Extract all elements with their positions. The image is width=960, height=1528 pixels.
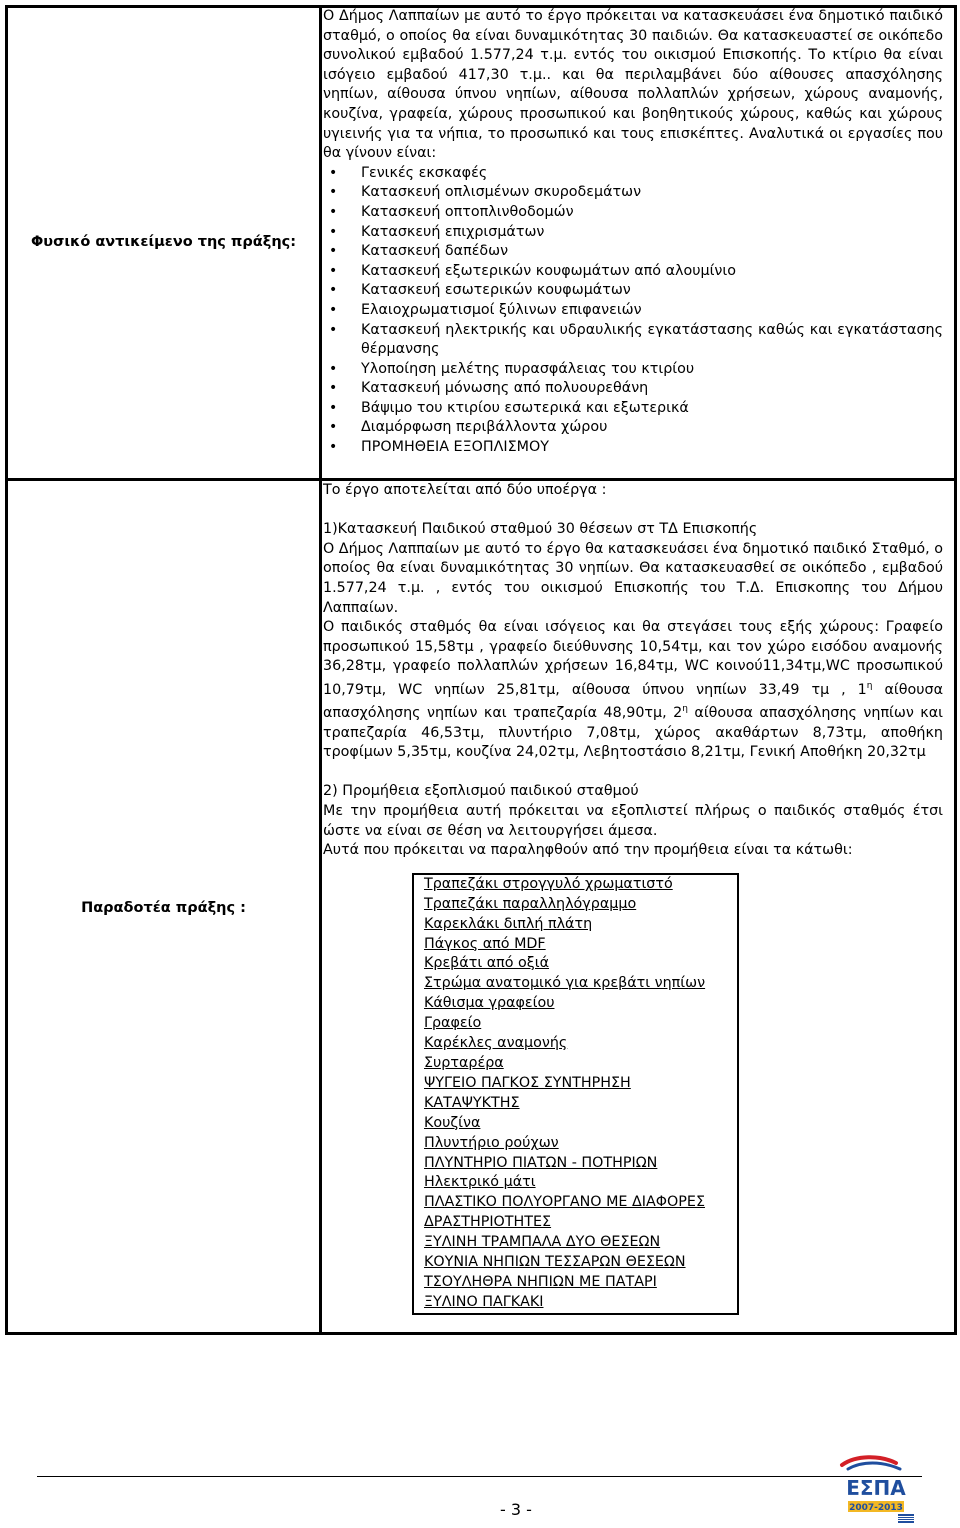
footer-divider: [37, 1476, 922, 1477]
bullet-icon: •: [329, 419, 338, 436]
subproject-2-list-intro: Αυτά που πρόκειται να παραληφθούν από την προμήθεια είναι τα κάτωθι:: [323, 842, 853, 859]
equipment-row: [413, 935, 738, 955]
equipment-row: [413, 1074, 738, 1094]
work-item: • Διαμόρφωση περιβάλλοντα χώρου: [323, 418, 943, 438]
espa-logo: [836, 1453, 916, 1523]
svg-text:ΕΣΠΑ: ΕΣΠΑ: [846, 1476, 906, 1500]
equipment-row: [413, 874, 738, 895]
equipment-row: [413, 1134, 738, 1154]
equipment-item: ΤΣΟΥΛΗΘΡΑ ΝΗΠΙΩΝ ΜΕ ΠΑΤΑΡΙ: [413, 1273, 738, 1293]
equipment-item: ΚΑΤΑΨΥΚΤΗΣ: [413, 1094, 738, 1114]
works-list: [323, 164, 943, 458]
deliverables-label: Παραδοτέα πράξης :: [81, 900, 246, 916]
subproject-2-title: 2) Προμήθεια εξοπλισμού παιδικού σταθμού: [323, 783, 639, 800]
work-item: • Κατασκευή εξωτερικών κουφωμάτων από αλουμίνιο: [323, 262, 943, 282]
bullet-icon: •: [329, 439, 338, 456]
equipment-row: [413, 1094, 738, 1114]
work-item: • Κατασκευή εσωτερικών κουφωμάτων: [323, 281, 943, 301]
equipment-row: [413, 1293, 738, 1314]
equipment-item: Γραφείο: [413, 1014, 738, 1034]
work-item: • Κατασκευή μόνωσης από πολυουρεθάνη: [323, 379, 943, 399]
bullet-icon: •: [329, 301, 338, 318]
bullet-icon: •: [329, 262, 338, 279]
equipment-row: [413, 1154, 738, 1174]
subproject-1-spaces: Ο παιδικός σταθμός θα είναι ισόγειος και θα στεγάσει τους εξής χώρους: Γραφείο προσωπικού 15,58τμ , γραφείο διεύθυνσης 10,54τμ, και τον χώρο εισόδου αναμονής 36,28τμ, γραφείο πολλαπλών χρήσεων 16,84τμ, WC κοινού11,34τμ,WC προσωπικού 10,79τμ, WC νηπίων 25,81τμ, αίθουσα ύπνου νηπίων 33,49 τμ , $1^\eta$ αίθουσα απασχόλησης νηπίων και τραπεζαρία 48,90τμ, $2^\eta$ αίθουσα απασχόλησης νηπίων και τραπεζαρία 46,53τμ, πλυντήριο 7,08τμ, χώρος ακαθάρτων 8,73τμ, αποθήκη τροφίμων 5,35τμ, κουζίνα 24,02τμ, Λεβητοστάσιο 8,21τμ, Γενική Αποθήκη 20,32τμ: [323, 619, 944, 761]
bullet-icon: •: [329, 203, 338, 220]
physical-object-label: Φυσικό αντικείμενο της πράξης:: [30, 234, 297, 250]
work-item: • Κατασκευή δαπέδων: [323, 242, 943, 262]
bullet-icon: •: [329, 243, 338, 260]
bullet-icon: •: [329, 380, 338, 397]
bullet-icon: •: [329, 164, 338, 181]
equipment-row: [413, 954, 738, 974]
deliverables-cell: [323, 481, 943, 1315]
bullet-icon: •: [329, 282, 338, 299]
equipment-item: Καρέκλες αναμονής: [413, 1034, 738, 1054]
equipment-item: ΞΥΛΙΝΟ ΠΑΓΚΑΚΙ: [413, 1293, 738, 1314]
work-item: • Κατασκευή ηλεκτρικής και υδραυλικής εγκατάστασης καθώς και εγκατάστασης θέρμανσης: [329, 321, 943, 358]
greek-flag-icon: [898, 1514, 914, 1523]
equipment-item: Ηλεκτρικό μάτι: [413, 1173, 738, 1193]
equipment-row: [413, 1173, 738, 1193]
equipment-item: ΠΛΑΣΤΙΚΟ ΠΟΛΥΟΡΓΑΝΟ ΜΕ ΔΙΑΦΟΡΕΣ ΔΡΑΣΤΗΡΙΟΤΗΤΕΣ: [413, 1193, 738, 1233]
svg-text:2007-2013: 2007-2013: [849, 1503, 903, 1513]
equipment-row: [413, 1014, 738, 1034]
subproject-1-description: Ο Δήμος Λαππαίων με αυτό το έργο θα κατασκευάσει ένα δημοτικό παιδικό Σταθμό, ο οποίος θα είναι δυναμικότητας 30 νηπίων. Θα κατασκευασθεί σε οικόπεδο , εμβαδού 1.577,24 τ.μ. , εντός του οικισμού Επισκοπής του Τ.Δ. Επισκοπης του Δήμου Λαππαίων.: [323, 540, 943, 616]
equipment-item: Κουζίνα: [413, 1114, 738, 1134]
work-item: • Υλοποίηση μελέτης πυρασφάλειας του κτιρίου: [323, 360, 943, 380]
work-item: • Κατασκευή οπτοπλινθοδομών: [323, 203, 943, 223]
bullet-icon: •: [329, 223, 338, 240]
bullet-icon: •: [329, 321, 338, 338]
equipment-row: [413, 1054, 738, 1074]
page-number: - 3 -: [500, 1500, 532, 1519]
equipment-row: [413, 1193, 738, 1233]
equipment-item: Πλυντήριο ρούχων: [413, 1134, 738, 1154]
equipment-row: [413, 1034, 738, 1054]
equipment-item: Κάθισμα γραφείου: [413, 994, 738, 1014]
equipment-item: Καρεκλάκι διπλή πλάτη: [413, 915, 738, 935]
equipment-table: [412, 873, 739, 1315]
subprojects-intro: Το έργο αποτελείται από δύο υποέργα :: [323, 482, 607, 498]
column-divider: [319, 8, 322, 1332]
equipment-row: [413, 895, 738, 915]
equipment-item: Πάγκος από MDF: [413, 935, 738, 955]
equipment-row: [413, 1233, 738, 1253]
work-item: • Κατασκευή οπλισμένων σκυροδεμάτων: [323, 183, 943, 203]
equipment-item: Στρώμα ανατομικό για κρεβάτι νηπίων: [413, 974, 738, 994]
bullet-icon: •: [329, 360, 338, 377]
equipment-row: [413, 915, 738, 935]
equipment-item: ΨΥΓΕΙΟ ΠΑΓΚΟΣ ΣΥΝΤΗΡΗΣΗ: [413, 1074, 738, 1094]
bullet-icon: •: [329, 184, 338, 201]
equipment-item: Τραπεζάκι παραλληλόγραμμο: [413, 895, 738, 915]
equipment-item: Κρεβάτι από οξιά: [413, 954, 738, 974]
bullet-icon: •: [329, 399, 338, 416]
subproject-2-description: Με την προμήθεια αυτή πρόκειται να εξοπλιστεί πλήρως ο παιδικός σταθμός έτσι ώστε να είναι σε θέση να λειτουργήσει άμεσα.: [323, 803, 943, 839]
subproject-1-title: 1)Κατασκευή Παιδικού σταθμού 30 θέσεων στ ΤΔ Επισκοπής: [323, 521, 758, 538]
work-item: • Γενικές εκσκαφές: [323, 164, 943, 184]
equipment-row: [413, 994, 738, 1014]
work-item: • ΠΡΟΜΗΘΕΙΑ ΕΞΟΠΛΙΣΜΟΥ: [323, 438, 943, 458]
work-item: • Κατασκευή επιχρισμάτων: [323, 223, 943, 243]
equipment-item: ΚΟΥΝΙΑ ΝΗΠΙΩΝ ΤΕΣΣΑΡΩΝ ΘΕΣΕΩΝ: [413, 1253, 738, 1273]
work-item: • Βάψιμο του κτιρίου εσωτερικά και εξωτερικά: [323, 399, 943, 419]
equipment-row: [413, 1114, 738, 1134]
equipment-row: [413, 1253, 738, 1273]
physical-object-cell: [323, 7, 943, 458]
equipment-item: ΠΛΥΝΤΗΡΙΟ ΠΙΑΤΩΝ - ΠΟΤΗΡΙΩΝ: [413, 1154, 738, 1174]
work-item: • Ελαιοχρωματισμοί ξύλινων επιφανειών: [323, 301, 943, 321]
equipment-item: Συρταρέρα: [413, 1054, 738, 1074]
equipment-item: Τραπεζάκι στρογγυλό χρωματιστό: [413, 874, 738, 895]
equipment-row: [413, 1273, 738, 1293]
equipment-row: [413, 974, 738, 994]
equipment-item: ΞΥΛΙΝΗ ΤΡΑΜΠΑΛΑ ΔΥΟ ΘΕΣΕΩΝ: [413, 1233, 738, 1253]
project-description: Ο Δήμος Λαππαίων με αυτό το έργο πρόκειται να κατασκευάσει ένα δημοτικό παιδικό σταθμό, ο οποίος θα είναι δυναμικότητας 30 παιδιών. Θα κατασκευαστεί σε οικόπεδο συνολικού εμβαδού 1.577,24 τ.μ. εντός του οικισμού Επισκοπής. Το κτίριο θα είναι ισόγειο εμβαδού 417,30 τ.μ.. και θα περιλαμβάνει δύο αίθουσες απασχόλησης νηπίων, αίθουσα ύπνου νηπίων, αίθουσα πολλαπλών χρήσεων, χώρους αναμονής, κουζίνα, γραφεία, χώρους προσωπικού και βοηθητικούς χώρους, καθώς και χώρους υγιεινής για τα νήπια, το προσωπικό και τους επισκέπτες. Αναλυτικά οι εργασίες που θα γίνουν είναι:: [323, 8, 943, 162]
